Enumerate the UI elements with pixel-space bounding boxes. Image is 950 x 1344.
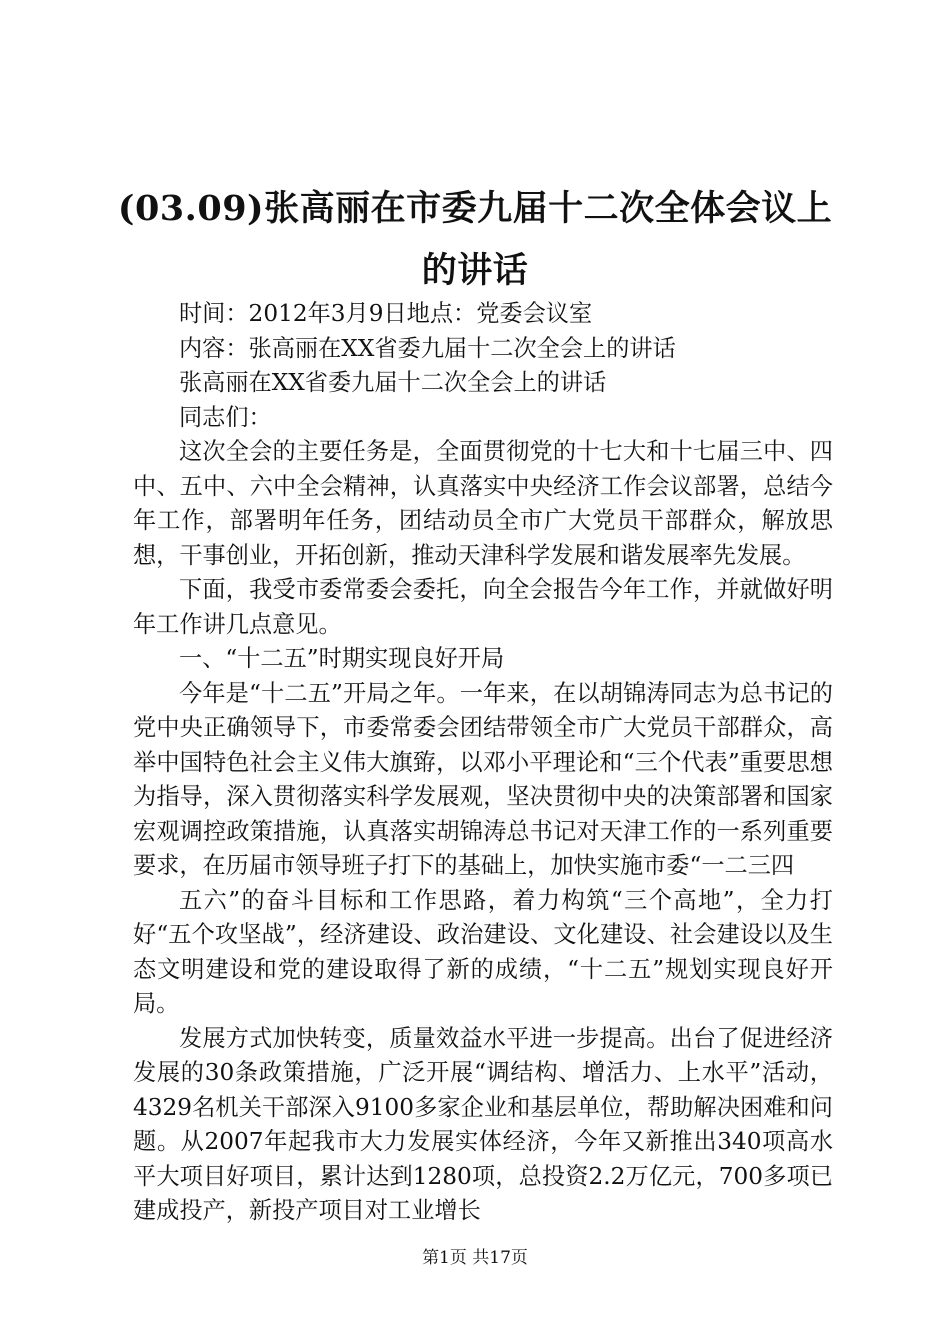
paragraph-content: 内容：张高丽在XX省委九届十二次全会上的讲话 bbox=[179, 334, 676, 362]
document-body bbox=[133, 297, 833, 1229]
paragraph-time-location: 时间：2012年3月9日地点：党委会议室 bbox=[179, 300, 593, 327]
paragraph: 五六”的奋斗目标和工作思路，着力构筑“三个高地”，全力打好“五个攻坚战”，经济建设、政治建设、文化建设、社会建设以及生态文明建设和党的建设取得了新的成绩，“十二五”规划实现良好开局。 bbox=[133, 886, 833, 1017]
paragraph-salutation: 同志们： bbox=[179, 403, 272, 431]
paragraph-subtitle: 张高丽在XX省委九届十二次全会上的讲话 bbox=[179, 369, 607, 396]
paragraph: 下面，我受市委常委会委托，向全会报告今年工作，并就做好明年工作讲几点意见。 bbox=[133, 576, 833, 638]
page-number: 第1页 共17页 bbox=[422, 1248, 528, 1268]
paragraph: 发展方式加快转变，质量效益水平进一步提高。出台了促进经济发展的30条政策措施，广泛开展“调结构、增活力、上水平”活动，4329名机关干部深入9100多家企业和基层单位，帮助解决困难和问题。从2007年起我市大力发展实体经济，今年又新推出340项高水平大项目好项目，累计达到1280项，总投资2.2万亿元，700多项已建成投产，新投产项目对工业增长 bbox=[133, 1024, 833, 1224]
section-heading: 一、“十二五”时期实现良好开局 bbox=[179, 645, 505, 672]
paragraph: 今年是“十二五”开局之年。一年来，在以胡锦涛同志为总书记的党中央正确领导下，市委常委会团结带领全市广大党员干部群众，高举中国特色社会主义伟大旗臶，以邓小平理论和“三个代表”重要思想为指导，深入贯彻落实科学发展观，坚决贯彻中央的决策部署和国家宏观调控政策措施，认真落实胡锦涛总书记对天津工作的一系列重要要求，在历届市领导班子打下的基础上，加快实施市委“一二三四 bbox=[133, 679, 833, 879]
paragraph: 这次全会的主要任务是，全面贯彻党的十七大和十七届三中、四中、五中、六中全会精神，认真落实中央经济工作会议部署，总结今年工作，部署明年任务，团结动员全市广大党员干部群众，解放思想，干事创业，开拓创新，推动天津科学发展和谐发展率先发展。 bbox=[133, 438, 833, 569]
document-title: (03.09)张高丽在市委九届十二次全体会议上的讲话 bbox=[117, 188, 833, 291]
